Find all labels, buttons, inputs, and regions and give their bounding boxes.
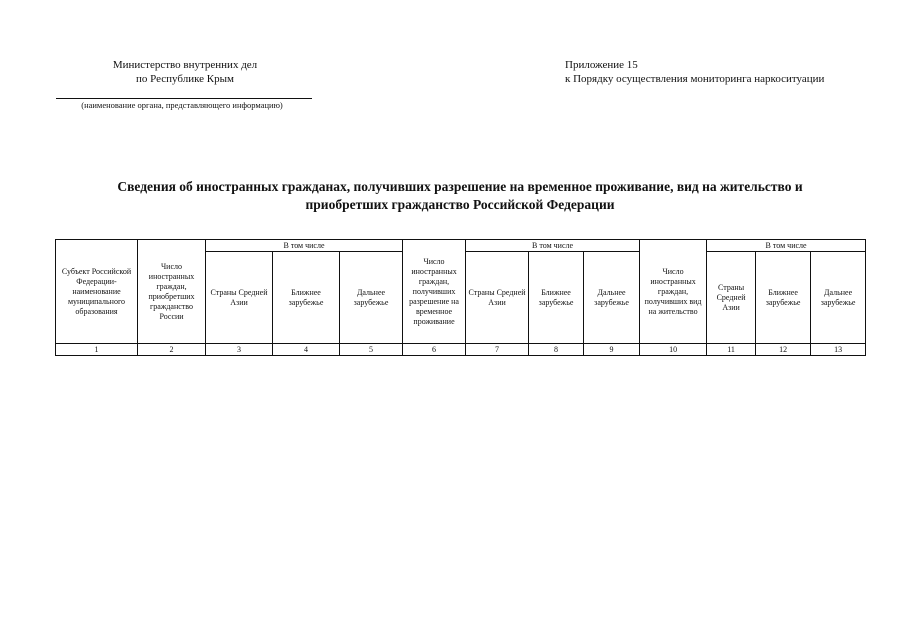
column-number: 3 <box>206 344 273 356</box>
document-title-line1: Сведения об иностранных гражданах, получивших разрешение на временное проживание, вид на жительство и <box>117 179 803 194</box>
column-number: 11 <box>707 344 756 356</box>
column-number: 10 <box>640 344 707 356</box>
column-number: 5 <box>340 344 403 356</box>
organization-name-line1: Министерство внутренних дел <box>112 59 258 71</box>
col-residence-permit-header: Число иностранных граждан, получивших вид на жительство <box>640 240 707 344</box>
column-number: 13 <box>811 344 866 356</box>
sub-near-abroad-2: Ближнее зарубежье <box>529 252 584 344</box>
column-number: 1 <box>56 344 138 356</box>
report-table <box>55 239 866 356</box>
organization-underline <box>56 98 312 99</box>
group-residence-permit-header: В том числе <box>707 240 866 252</box>
organization-block <box>60 58 310 111</box>
table-column-numbers-row <box>56 344 866 356</box>
column-number: 7 <box>466 344 529 356</box>
table-header-row-group <box>56 240 866 252</box>
sub-far-abroad-2: Дальнее зарубежье <box>584 252 640 344</box>
appendix-block <box>565 58 885 86</box>
sub-central-asia-2: Страны Средней Азии <box>466 252 529 344</box>
column-number: 9 <box>584 344 640 356</box>
sub-near-abroad-3: Ближнее зарубежье <box>756 252 811 344</box>
sub-near-abroad-1: Ближнее зарубежье <box>273 252 340 344</box>
column-number: 12 <box>756 344 811 356</box>
col-citizenship-header: Число иностранных граждан, приобретших гражданство России <box>138 240 206 344</box>
sub-far-abroad-1: Дальнее зарубежье <box>340 252 403 344</box>
column-number: 2 <box>138 344 206 356</box>
document-title-line2: приобретших гражданство Российской Федерации <box>305 197 615 212</box>
column-number: 6 <box>403 344 466 356</box>
sub-central-asia-1: Страны Средней Азии <box>206 252 273 344</box>
appendix-reference: к Порядку осуществления мониторинга наркоситуации <box>565 73 825 85</box>
col-temporary-residence-header: Число иностранных граждан, получивших разрешение на временное проживание <box>403 240 466 344</box>
organization-caption: (наименование органа, представляющего информацию) <box>81 100 283 110</box>
group-temporary-residence-header: В том числе <box>466 240 640 252</box>
column-number: 8 <box>529 344 584 356</box>
document-title <box>40 178 880 214</box>
sub-far-abroad-3: Дальнее зарубежье <box>811 252 866 344</box>
sub-central-asia-3: Страны Средней Азии <box>707 252 756 344</box>
col-subject-header: Субъект Российской Федерации- наименование муниципального образования <box>56 240 138 344</box>
group-citizenship-header: В том числе <box>206 240 403 252</box>
organization-name-line2: по Республике Крым <box>136 73 234 85</box>
appendix-number: Приложение 15 <box>565 59 638 71</box>
column-number: 4 <box>273 344 340 356</box>
